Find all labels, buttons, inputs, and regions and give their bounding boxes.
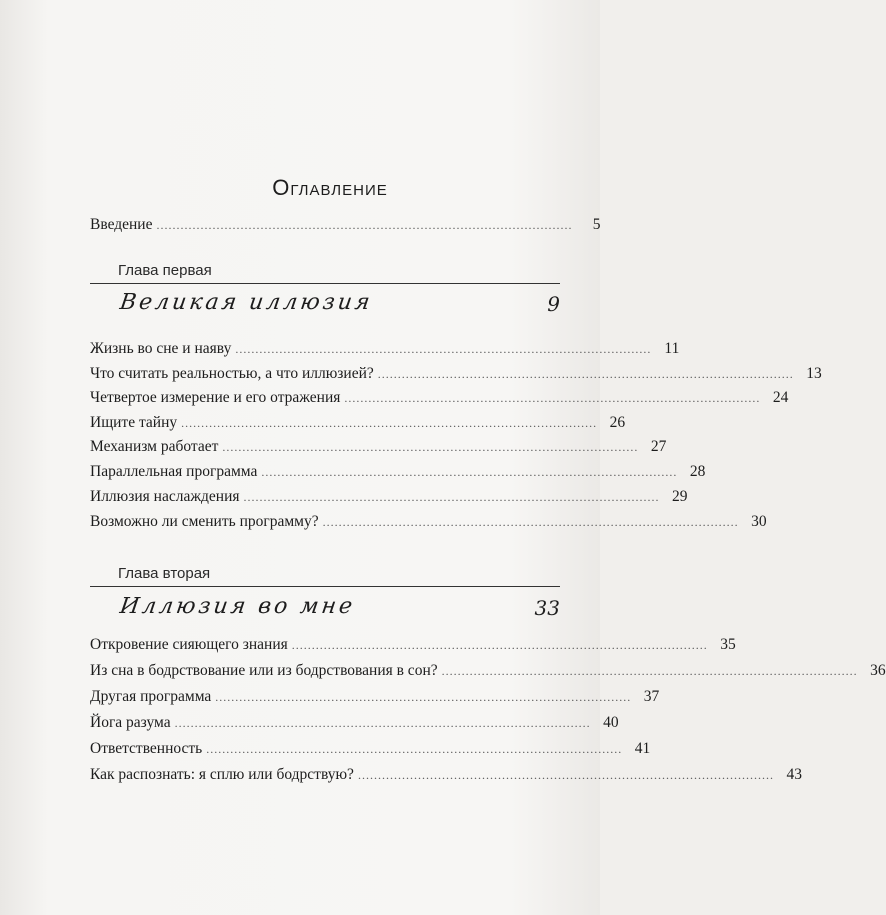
entry-label: Иллюзия наслаждения xyxy=(90,488,240,505)
dot-leader: ........................................................................................................ xyxy=(261,465,678,479)
chapter-1-label: Глава первая xyxy=(118,262,212,279)
toc-entry[interactable] xyxy=(90,340,680,362)
toc-entry[interactable] xyxy=(90,463,706,485)
entry-page: 40 xyxy=(603,714,619,731)
dot-leader: ........................................................................................................ xyxy=(181,416,598,430)
entry-page: 37 xyxy=(643,688,660,705)
toc-entry[interactable] xyxy=(90,513,767,535)
entry-page: 24 xyxy=(772,389,789,406)
entry-label: Что считать реальностью, а что иллюзией? xyxy=(90,365,374,382)
entry-label: Из сна в бодрствование или из бодрствования в сон? xyxy=(90,662,438,679)
dot-leader: ........................................................................................................ xyxy=(322,515,739,529)
toc-entry[interactable] xyxy=(90,438,667,460)
entry-label: Ищите тайну xyxy=(90,414,178,431)
entry-page: 11 xyxy=(664,340,680,357)
dot-leader: ........................................................................................................ xyxy=(215,690,632,704)
entry-label: Как распознать: я сплю или бодрствую? xyxy=(90,766,354,783)
dot-leader: ........................................................................................................ xyxy=(441,664,858,678)
chapter-2-rule xyxy=(90,586,560,587)
toc-entry[interactable] xyxy=(90,636,736,658)
entry-label: Другая программа xyxy=(90,688,212,705)
toc-entry[interactable] xyxy=(90,740,651,762)
dot-leader: ........................................................................................................ xyxy=(156,218,573,232)
toc-entry[interactable] xyxy=(90,389,789,411)
chapter-2-title[interactable]: Иллюзия во мне xyxy=(118,594,357,619)
entry-page: 29 xyxy=(672,488,688,505)
toc-title: Оглавление xyxy=(272,175,388,200)
chapter-1-title[interactable]: Великая иллюзия xyxy=(118,290,375,315)
entry-page: 30 xyxy=(751,513,767,530)
toc-entry[interactable] xyxy=(90,488,688,510)
dot-leader: ........................................................................................................ xyxy=(357,768,774,782)
entry-page: 28 xyxy=(689,463,706,480)
entry-page: 27 xyxy=(650,438,667,455)
toc-entry[interactable] xyxy=(90,365,822,387)
entry-page: 13 xyxy=(806,365,822,382)
chapter-2-page: 33 xyxy=(534,596,560,620)
entry-label: Йога разума xyxy=(90,714,171,731)
dot-leader: ........................................................................................................ xyxy=(291,638,708,652)
entry-page: 36 xyxy=(870,662,886,679)
entry-page: 43 xyxy=(786,766,802,783)
dot-leader: ........................................................................................................ xyxy=(206,742,623,756)
toc-entry[interactable] xyxy=(90,766,802,788)
toc-entry[interactable] xyxy=(90,662,886,684)
dot-leader: ........................................................................................................ xyxy=(344,391,761,405)
toc-entry[interactable] xyxy=(90,714,619,736)
entry-label: Возможно ли сменить программу? xyxy=(90,513,319,530)
entry-page: 5 xyxy=(592,216,601,233)
entry-label: Откровение сияющего знания xyxy=(90,636,288,653)
entry-page: 35 xyxy=(720,636,736,653)
entry-page: 26 xyxy=(609,414,626,431)
dot-leader: ........................................................................................................ xyxy=(174,716,591,730)
chapter-1-rule xyxy=(90,283,560,284)
dot-leader: ........................................................................................................ xyxy=(377,367,794,381)
entry-label: Ответственность xyxy=(90,740,203,757)
chapter-2-label: Глава вторая xyxy=(118,565,211,582)
toc-entry-intro[interactable] xyxy=(90,216,601,238)
toc-entry[interactable] xyxy=(90,414,626,436)
dot-leader: ........................................................................................................ xyxy=(235,342,652,356)
entry-label: Жизнь во сне и наяву xyxy=(90,340,232,357)
entry-label: Параллельная программа xyxy=(90,463,258,480)
entry-label: Введение xyxy=(90,216,153,233)
dot-leader: ........................................................................................................ xyxy=(243,490,660,504)
chapter-1-page: 9 xyxy=(547,292,560,316)
entry-label: Четвертое измерение и его отражения xyxy=(90,389,341,406)
toc-entry[interactable] xyxy=(90,688,660,710)
entry-label: Механизм работает xyxy=(90,438,219,455)
dot-leader: ........................................................................................................ xyxy=(222,440,639,454)
entry-page: 41 xyxy=(634,740,651,757)
